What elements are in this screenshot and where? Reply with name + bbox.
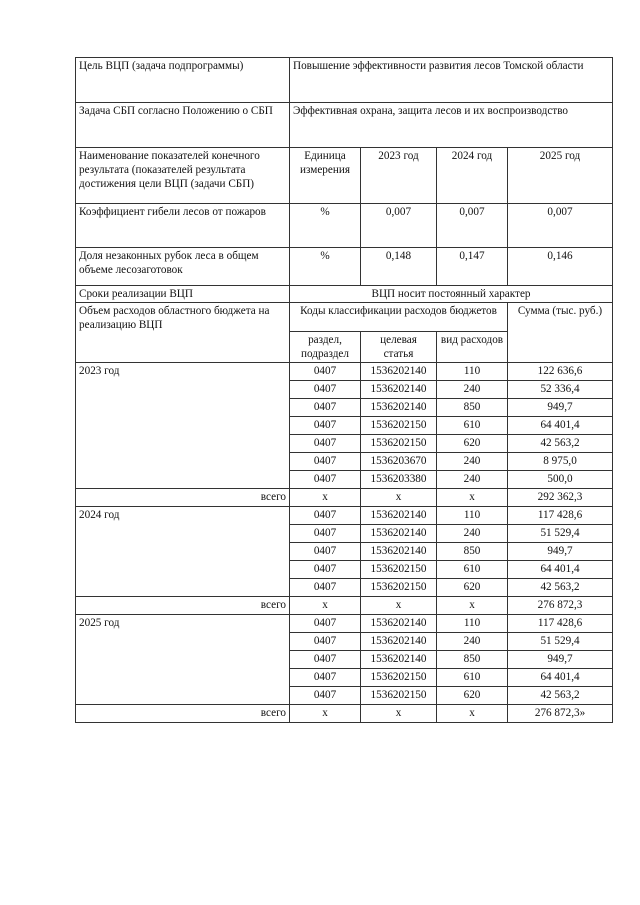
budget-type: 620	[437, 435, 508, 453]
budget-row	[76, 615, 613, 633]
budget-section: 0407	[290, 363, 361, 381]
budget-sum: 64 401,4	[508, 417, 613, 435]
total-label: всего	[76, 597, 290, 615]
document-page	[75, 57, 612, 723]
budget-sum: 64 401,4	[508, 669, 613, 687]
budget-label: Объем расходов областного бюджета на реализацию ВЦП	[76, 303, 290, 363]
budget-article: 1536202140	[361, 525, 437, 543]
budget-article: 1536202140	[361, 399, 437, 417]
passport-table	[75, 57, 613, 723]
budget-sum: 42 563,2	[508, 435, 613, 453]
task-label: Задача СБП согласно Положению о СБП	[76, 103, 290, 148]
total-sum: 292 362,3	[508, 489, 613, 507]
budget-section: 0407	[290, 435, 361, 453]
budget-article: 1536202140	[361, 363, 437, 381]
total-section: х	[290, 489, 361, 507]
task-value	[290, 103, 613, 148]
budget-article: 1536202140	[361, 633, 437, 651]
budget-sum: 51 529,4	[508, 525, 613, 543]
budget-article: 1536202140	[361, 543, 437, 561]
sum-header: Сумма (тыс. руб.)	[508, 303, 613, 363]
budget-section: 0407	[290, 525, 361, 543]
term-label: Сроки реализации ВЦП	[76, 286, 290, 303]
budget-type: 620	[437, 687, 508, 705]
budget-article: 1536202150	[361, 669, 437, 687]
budget-type: 110	[437, 507, 508, 525]
budget-sum: 42 563,2	[508, 687, 613, 705]
budget-type: 110	[437, 615, 508, 633]
total-type: х	[437, 597, 508, 615]
budget-sum: 52 336,4	[508, 381, 613, 399]
total-article: х	[361, 705, 437, 723]
term-value: ВЦП носит постоянный характер	[290, 286, 613, 303]
budget-section: 0407	[290, 543, 361, 561]
budget-type: 240	[437, 525, 508, 543]
budget-sum: 949,7	[508, 651, 613, 669]
indicator-value: 0,147	[437, 248, 508, 286]
budget-type: 610	[437, 417, 508, 435]
indicators-header-row	[76, 148, 613, 204]
budget-section: 0407	[290, 471, 361, 489]
budget-sum: 51 529,4	[508, 633, 613, 651]
budget-article: 1536202150	[361, 687, 437, 705]
indicator-row	[76, 248, 613, 286]
goal-value: Повышение эффективности развития лесов Томской области	[290, 58, 613, 103]
budget-section: 0407	[290, 579, 361, 597]
budget-section: 0407	[290, 399, 361, 417]
budget-article: 1536202140	[361, 507, 437, 525]
budget-section: 0407	[290, 615, 361, 633]
indicator-name: Доля незаконных рубок леса в общем объеме лесозаготовок	[76, 248, 290, 286]
col-article-header: целевая статья	[361, 332, 437, 363]
budget-sum: 117 428,6	[508, 615, 613, 633]
budget-sum: 122 636,6	[508, 363, 613, 381]
budget-row	[76, 363, 613, 381]
total-type: х	[437, 705, 508, 723]
total-article: х	[361, 489, 437, 507]
budget-article: 1536202150	[361, 579, 437, 597]
indicator-value: 0,007	[361, 204, 437, 248]
col-section-header: раздел, подраздел	[290, 332, 361, 363]
budget-type: 240	[437, 471, 508, 489]
task-value-text: Эффективная охрана, защита лесов и их воспроизводство	[293, 105, 568, 117]
budget-type: 610	[437, 561, 508, 579]
indicators-unit-header: Единица измерения	[290, 148, 361, 204]
year-header-2023: 2023 год	[361, 148, 437, 204]
total-type: х	[437, 489, 508, 507]
budget-section: 0407	[290, 453, 361, 471]
term-row	[76, 286, 613, 303]
budget-type: 850	[437, 399, 508, 417]
year-header-2025: 2025 год	[508, 148, 613, 204]
total-article: х	[361, 597, 437, 615]
total-section: х	[290, 705, 361, 723]
budget-row	[76, 507, 613, 525]
budget-year: 2023 год	[76, 363, 290, 489]
budget-section: 0407	[290, 417, 361, 435]
budget-article: 1536203670	[361, 453, 437, 471]
total-label: всего	[76, 489, 290, 507]
budget-section: 0407	[290, 561, 361, 579]
indicator-unit: %	[290, 248, 361, 286]
task-row	[76, 103, 613, 148]
budget-type: 240	[437, 633, 508, 651]
budget-sum: 42 563,2	[508, 579, 613, 597]
budget-article: 1536202140	[361, 381, 437, 399]
budget-sum: 64 401,4	[508, 561, 613, 579]
budget-year: 2025 год	[76, 615, 290, 705]
year-header-2024: 2024 год	[437, 148, 508, 204]
budget-article: 1536202140	[361, 651, 437, 669]
indicator-row	[76, 204, 613, 248]
budget-article: 1536202150	[361, 561, 437, 579]
indicators-name-header: Наименование показателей конечного результата (показателей результата достижения цели ВЦП (задачи СБП)	[76, 148, 290, 204]
indicator-name: Коэффициент гибели лесов от пожаров	[76, 204, 290, 248]
indicator-value: 0,007	[437, 204, 508, 248]
budget-article: 1536202140	[361, 615, 437, 633]
budget-type: 620	[437, 579, 508, 597]
budget-section: 0407	[290, 633, 361, 651]
budget-section: 0407	[290, 507, 361, 525]
total-label: всего	[76, 705, 290, 723]
total-sum: 276 872,3	[508, 597, 613, 615]
budget-sum: 500,0	[508, 471, 613, 489]
budget-sum: 8 975,0	[508, 453, 613, 471]
goal-label: Цель ВЦП (задача подпрограммы)	[76, 58, 290, 103]
budget-type: 850	[437, 543, 508, 561]
codes-header: Коды классификации расходов бюджетов	[290, 303, 508, 332]
budget-sum: 117 428,6	[508, 507, 613, 525]
budget-type: 240	[437, 381, 508, 399]
indicator-value: 0,146	[508, 248, 613, 286]
indicator-unit: %	[290, 204, 361, 248]
budget-total-row	[76, 705, 613, 723]
budget-type: 240	[437, 453, 508, 471]
budget-year: 2024 год	[76, 507, 290, 597]
budget-type: 110	[437, 363, 508, 381]
goal-row	[76, 58, 613, 103]
total-section: х	[290, 597, 361, 615]
budget-sum: 949,7	[508, 399, 613, 417]
budget-total-row	[76, 489, 613, 507]
budget-article: 1536202150	[361, 435, 437, 453]
budget-section: 0407	[290, 687, 361, 705]
budget-type: 610	[437, 669, 508, 687]
budget-section: 0407	[290, 651, 361, 669]
total-sum: 276 872,3»	[508, 705, 613, 723]
col-type-header: вид расходов	[437, 332, 508, 363]
indicator-value: 0,148	[361, 248, 437, 286]
budget-section: 0407	[290, 669, 361, 687]
budget-header-row	[76, 303, 613, 332]
budget-type: 850	[437, 651, 508, 669]
budget-total-row	[76, 597, 613, 615]
budget-sum: 949,7	[508, 543, 613, 561]
budget-section: 0407	[290, 381, 361, 399]
budget-article: 1536203380	[361, 471, 437, 489]
indicator-value: 0,007	[508, 204, 613, 248]
budget-article: 1536202150	[361, 417, 437, 435]
